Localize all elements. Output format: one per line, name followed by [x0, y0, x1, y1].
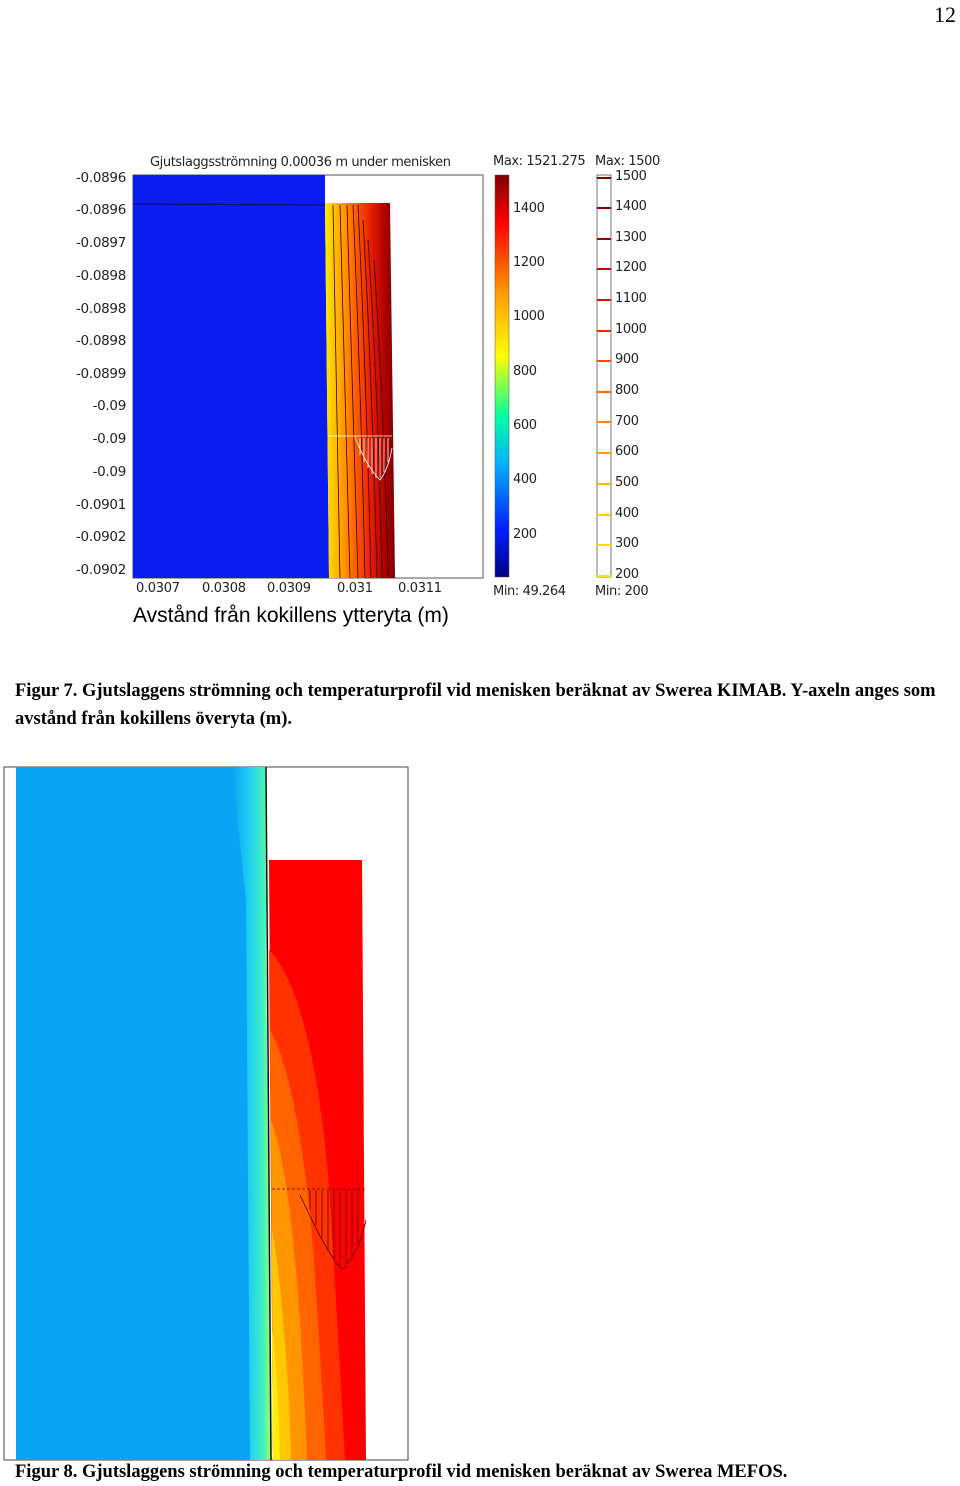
colorbar-contour-tick: 1000: [615, 322, 647, 337]
colorbar-surface-tick: 1400: [513, 201, 545, 216]
figure-8-caption: Figur 8. Gjutslaggens strömning och temperaturprofil vid menisken beräknat av Swerea MEFOS.: [15, 1462, 788, 1482]
y-tick-label: -0.0897: [75, 235, 126, 251]
colorbar-contour-tick: 1100: [615, 291, 647, 306]
colorbar-surface-tick: 800: [513, 364, 537, 379]
y-tick-label: -0.09: [92, 431, 126, 447]
y-tick-label: -0.0896: [75, 170, 126, 186]
x-tick-label: 0.0308: [202, 581, 246, 596]
colorbar-contour-tick: 900: [615, 352, 639, 367]
colorbar-contour-tick: 1300: [615, 230, 647, 245]
colorbar-contour-tick: 500: [615, 475, 639, 490]
colorbar-surface-min: Min: 49.264: [493, 584, 566, 599]
colorbar-surface-max: Max: 1521.275: [493, 154, 586, 169]
colorbar-surface-tick: 600: [513, 418, 537, 433]
y-tick-label: -0.09: [92, 464, 126, 480]
x-tick-label: 0.0309: [267, 581, 311, 596]
y-tick-label: -0.0899: [75, 366, 126, 382]
colorbar-surface-tick: 1200: [513, 255, 545, 270]
x-tick-label: 0.0307: [136, 581, 180, 596]
colorbar-contour: [597, 175, 611, 577]
mold-region: [133, 175, 329, 578]
y-tick-label: -0.0898: [75, 333, 126, 349]
x-axis-label: Avstånd från kokillens ytteryta (m): [133, 604, 449, 627]
colorbar-contour-tick: 700: [615, 414, 639, 429]
y-tick-label: -0.0898: [75, 301, 126, 317]
y-tick-label: -0.09: [92, 398, 126, 414]
colorbar-surface-tick: 400: [513, 472, 537, 487]
slag-temperature-region: [269, 860, 366, 1460]
y-tick-label: -0.0902: [75, 562, 126, 578]
mold-region: [16, 767, 271, 1460]
colorbar-contour-max: Max: 1500: [595, 154, 660, 169]
colorbar-contour-min: Min: 200: [595, 584, 649, 599]
plot-title: Gjutslaggsströmning 0.00036 m under menisken: [150, 155, 451, 170]
velocity-vectors: [272, 1189, 366, 1270]
colorbar-surface-tick: 200: [513, 527, 537, 542]
colorbar-contour-tick: 800: [615, 383, 639, 398]
colorbar-surface-tick: 1000: [513, 309, 545, 324]
colorbar-contour-tick: 300: [615, 536, 639, 551]
figure-8-frame: [4, 767, 408, 1460]
colorbar-contour-tick: 1200: [615, 260, 647, 275]
colorbar-contour-tick: 400: [615, 506, 639, 521]
x-tick-label: 0.0311: [398, 581, 442, 596]
page-number: 12: [934, 2, 956, 27]
y-tick-label: -0.0901: [75, 497, 126, 513]
y-tick-label: -0.0902: [75, 529, 126, 545]
x-tick-label: 0.031: [337, 581, 373, 596]
figure-7-caption: Figur 7. Gjutslaggens strömning och temperaturprofil vid menisken beräknat av Swerea KIMAB. Y-axeln anges som avstånd från kokillens överyta (m).: [15, 681, 936, 729]
colorbar-contour-tick: 200: [615, 567, 639, 582]
y-tick-label: -0.0898: [75, 268, 126, 284]
colorbar-contour-tick: 1400: [615, 199, 647, 214]
colorbar-surface: [495, 175, 509, 577]
colorbar-contour-tick: 1500: [615, 169, 647, 184]
y-tick-label: -0.0896: [75, 202, 126, 218]
colorbar-contour-tick: 600: [615, 444, 639, 459]
